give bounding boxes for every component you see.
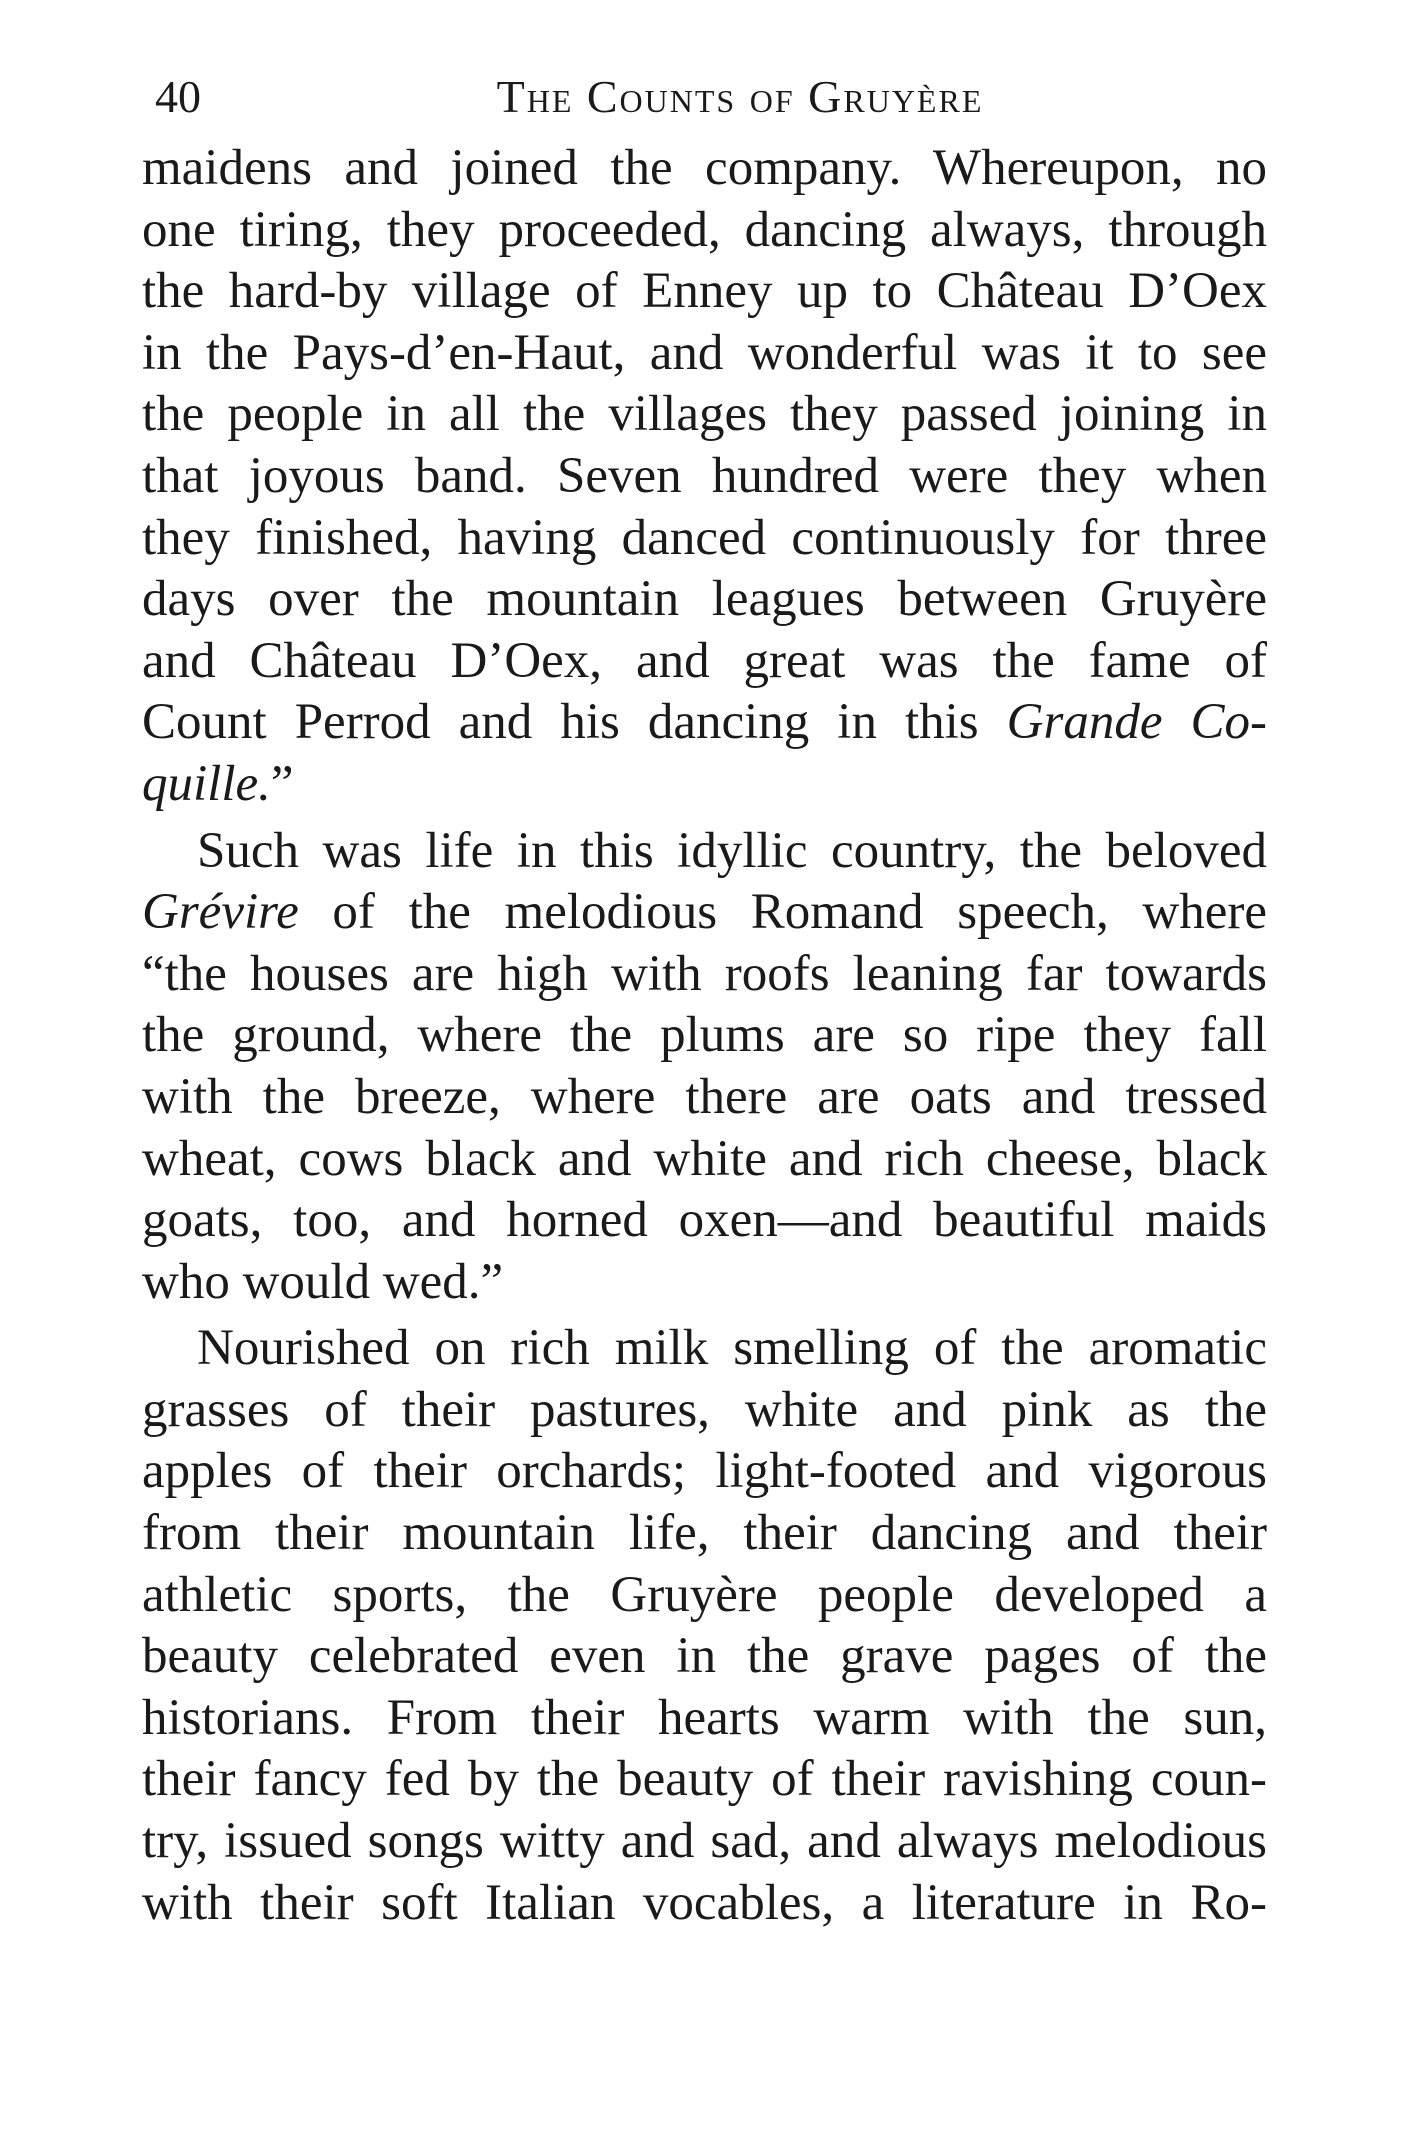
running-head: The Counts of Gruyère [496,71,984,122]
text-segment: of the melodious Romand speech, where [332,884,1267,941]
body-text [142,138,1267,1934]
text-line: one tiring, they proceeded, dancing always, through [142,201,1267,258]
text-line: beauty celebrated even in the grave pages of the [142,1628,1267,1685]
text-line: try, issued songs witty and sad, and always melodious [142,1813,1267,1870]
text-line: athletic sports, the Gruyère people developed a [142,1566,1267,1623]
text-line: Such was life in this idyllic country, the beloved [197,822,1267,879]
text-line: wheat, cows black and white and rich cheese, black [142,1130,1267,1187]
text-segment: Count Perrod and his dancing in this [142,694,979,751]
text-line [142,692,1267,754]
text-line: Nourished on rich milk smelling of the aromatic [197,1320,1267,1377]
text-line: quille.” [142,755,294,812]
text-line: apples of their orchards; light-footed and vigorous [142,1443,1267,1500]
paragraph-3 [142,1318,1267,1934]
text-line: the hard-by village of Enney up to Château D’Oex [142,263,1267,320]
text-line: “the houses are high with roofs leaning far towards [142,945,1267,1002]
text-line: goats, too, and horned oxen—and beautiful maids [142,1192,1267,1249]
text-line: with the breeze, where there are oats and tressed [142,1068,1267,1125]
text-line: that joyous band. Seven hundred were they when [142,447,1267,504]
text-line: maidens and joined the company. Whereupon, no [142,140,1267,196]
paragraph-2 [142,821,1267,1314]
text-line: the people in all the villages they passed joining in [142,386,1267,443]
paragraph-1 [142,138,1267,816]
text-line: and Château D’Oex, and great was the fame of [142,632,1267,689]
italic-phrase: quille. [142,755,271,812]
text-line [142,882,1267,944]
text-line: who would wed.” [142,1253,504,1310]
text-line: in the Pays-d’en-Haut, and wonderful was it to see [142,324,1267,381]
italic-phrase: Grande Co- [1006,694,1267,751]
text-line: their fancy fed by the beauty of their ravishing coun- [142,1751,1267,1808]
text-line: they finished, having danced continuously for three [142,509,1267,566]
text-line: the ground, where the plums are so ripe they fall [142,1007,1267,1064]
page-number: 40 [155,71,201,122]
text-line: historians. From their hearts warm with the sun, [142,1689,1267,1746]
text-line: with their soft Italian vocables, a literature in Ro- [142,1874,1267,1931]
text-line: from their mountain life, their dancing and their [142,1505,1267,1562]
text-line: grasses of their pastures, white and pink as the [142,1381,1267,1438]
text-line: days over the mountain leagues between Gruyère [142,571,1267,628]
page-header [155,62,1285,132]
italic-word: Grévire [142,884,299,941]
